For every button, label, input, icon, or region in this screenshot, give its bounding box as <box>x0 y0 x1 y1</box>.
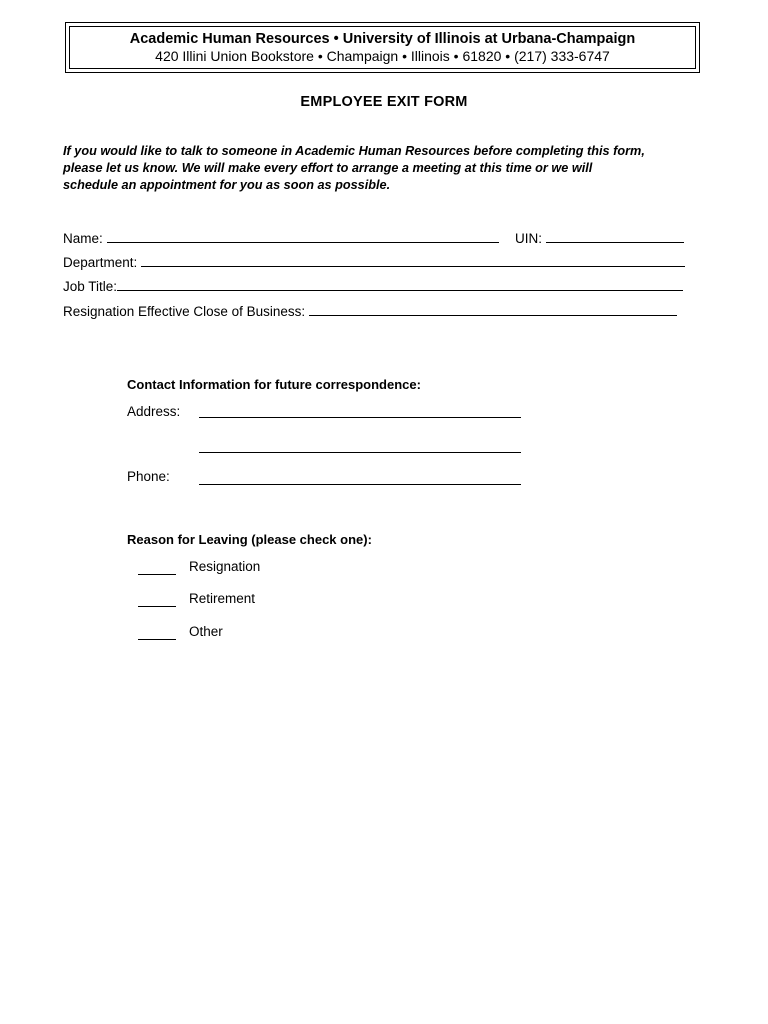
department-field <box>63 253 685 271</box>
letterhead-address: 420 Illini Union Bookstore • Champaign • Illinois • 61820 • (217) 333-6747 <box>155 48 610 64</box>
job-title-label: Job Title: <box>63 279 118 294</box>
resignation-date-input-line[interactable] <box>309 302 677 316</box>
uin-label: UIN: <box>515 231 542 246</box>
intro-line: schedule an appointment for you as soon as possible. <box>63 178 391 192</box>
address-line-2[interactable] <box>199 437 521 453</box>
retirement-option-label: Retirement <box>189 591 256 606</box>
uin-field <box>515 229 684 247</box>
intro-line: If you would like to talk to someone in Academic Human Resources before completing this form, <box>63 144 645 158</box>
form-title: EMPLOYEE EXIT FORM <box>300 94 468 110</box>
job-title-input-line[interactable] <box>117 277 683 291</box>
letterhead-org: Academic Human Resources • University of Illinois at Urbana-Champaign <box>129 31 636 47</box>
retirement-checkbox-line[interactable] <box>138 591 176 607</box>
other-option-label: Other <box>189 624 223 639</box>
name-input-line[interactable] <box>107 229 499 243</box>
job-title-field <box>63 277 683 295</box>
name-label: Name: <box>63 231 103 246</box>
address-line-1[interactable] <box>199 402 521 418</box>
phone-label: Phone: <box>127 469 170 484</box>
reason-heading: Reason for Leaving (please check one): <box>127 532 372 547</box>
name-field <box>63 229 499 247</box>
department-label: Department: <box>63 255 138 270</box>
resignation-option-label: Resignation <box>189 559 261 574</box>
intro-line: please let us know. We will make every effort to arrange a meeting at this time or we will <box>63 161 593 175</box>
resignation-date-label: Resignation Effective Close of Business: <box>63 304 306 319</box>
letterhead-inner <box>69 26 696 69</box>
intro-paragraph <box>63 143 713 194</box>
address-label: Address: <box>127 404 181 419</box>
other-checkbox-line[interactable] <box>138 624 176 640</box>
resignation-checkbox-line[interactable] <box>138 559 176 575</box>
contact-heading: Contact Information for future correspondence: <box>127 377 421 392</box>
letterhead-box <box>65 22 700 73</box>
uin-input-line[interactable] <box>546 229 684 243</box>
phone-line[interactable] <box>199 469 521 485</box>
resignation-date-field <box>63 302 677 320</box>
department-input-line[interactable] <box>141 253 685 267</box>
